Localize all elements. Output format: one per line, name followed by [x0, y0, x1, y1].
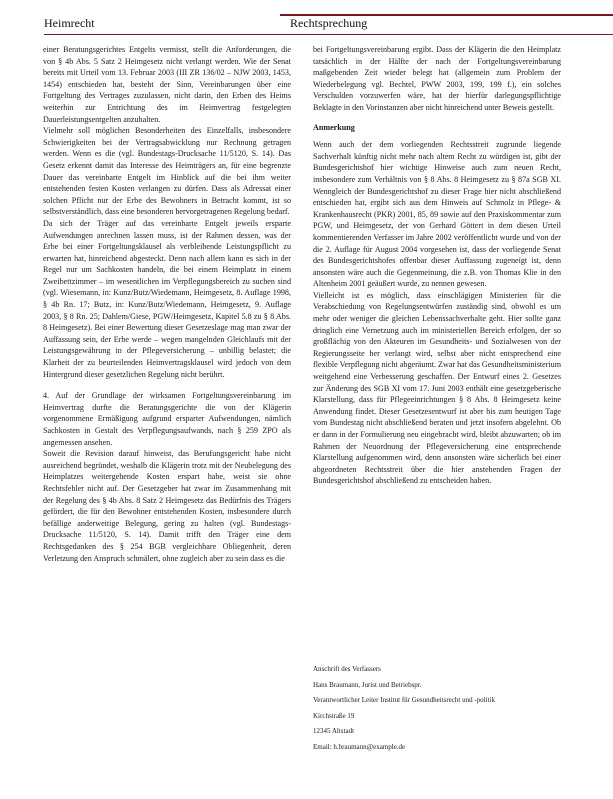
running-head-right: Rechtsprechung — [290, 16, 368, 30]
running-head-left: Heimrecht — [44, 16, 95, 30]
paragraph: Wenn auch der dem vorliegenden Rechtsstreit zugrunde liegende Sachverhalt künftig nicht mehr nach altem Recht zu würdigen ist, gibt der Bundesgerichtshof hier wichtige Hinweise auch zum neuen Recht, insbesondere zum Verhältnis von § 8 Abs. 8 Heimgesetz zu § 87a SGB XI. Wenngleich der Bundesgerichtshof zu dieser Frage hier nicht abschließend entschieden hat, ergibt sich aus dem Hinweis auf Schmolz in Pflege- & Krankenhausrecht (PKR) 2001, 85, 89 sowie auf den Praxiskommentar zum PGW, und Heimgesetz, der von Gerhard Göttert in dem diesen Urteil kommentierenden Verfasser im Jahre 2002 veröffentlicht wurde und von der die 2. Auflage für August 2004 vorgesehen ist, dass der vorliegende Senat des Bundesgerichtshofes offenbar dieser Auffassung zugeneigt ist, denn ansonsten wäre auch die Gegenmeinung, die z.B. von Thomas Klie in den Altenheim 2001 geäußert wurde, zu nennen gewesen. — [313, 140, 561, 289]
address-line: Kirchstraße 19 — [313, 711, 355, 720]
address-line: Verantwortlicher Leiter Institut für Gesundheitsrecht und -politik — [313, 696, 495, 705]
address-line: 12345 Altstadt — [313, 727, 355, 736]
paragraph: Soweit die Revision darauf hinweist, das Berufungsgericht habe nicht ausreichend begründet, weshalb die Klägerin trotz mit der Neubelegung des Heimplatzes weitergehende Kosten erspart habe, weist sie ohne Rechtsfehler nicht auf. Der Gesetzgeber hat zwar im Zusammenhang mit der Regelung des § 4b Abs. 8 Satz 2 Heimgesetz das Bedürfnis des Trägers gefördert, die für den Bewohner entstehenden Kosten, insbesondere durch befällige anderweitige Belegung, gering zu halten (vgl. Bundestags-Drucksache 11/5120, S. 14). Damit trifft den Träger eine dem Rechtsgedanken des § 254 BGB vergleichbare Obliegenheit, deren Verletzung den Anspruch schmälert, ohne zugleich aber zu sein dass es die — [43, 449, 291, 563]
page-header — [0, 14, 613, 36]
paragraph: 4. Auf der Grundlage der wirksamen Fortgeltungsvereinbarung im Heimvertrag durfte die Beratungsgerichte die von der Klägerin vorgenommene Ermäßigung aufgrund ersparter Aufwendungen, nämlich Sachkosten in Gestalt des Verpflegungsaufwands, nach § 259 ZPO als angemessen ansehen. — [43, 391, 291, 447]
paragraph: bei Fortgeltungsvereinbarung ergibt. Dass der Klägerin die den Heimplatz tatsächlich in der Hälfte der nach der Fortgeltungsvereinbarung maßgebenden Zeit wieder belegt hat (allgemein zum Problem der Wiederbelegung vgl. Bechtel, PWW 2003, 199, 199 f.), ein solches Verschulden vorzuwerfen wäre, hat der hierfür darlegungspflichtige Beklagte in den Vorinstanzen aber nicht hinreichend unter Beweis gestellt. — [313, 45, 561, 112]
author-address — [313, 658, 573, 759]
address-line: Hans Braumann, Jurist und Betriebspr. — [313, 680, 422, 689]
paragraph: einer Beratungsgerichtes Entgelts vermisst, stellt die Anforderungen, die von § 4b Abs. 5 Satz 2 Heimgesetz nicht verlangt werden. Wie der Senat bereits mit Urteil vom 13. Februar 2003 (III ZR 136/02 – NJW 2003, 1453, 1454) entschieden hat, besteht der Sinn, Vereinbarungen über eine Fortgeltung des Vertrages zuzulassen, nicht darin, den Erben des Heims weiterhin zur Entrichtung des im Heimvertrag festgelegten Dauerleistungsentgelten anzuhalten. — [43, 45, 291, 124]
paragraph: Da sich der Träger auf das vereinbarte Entgelt jeweils ersparte Aufwendungen anrechnen lassen muss, ist der Rahmen dessen, was der Erbe bei einer Fortgeltungsklausel als verbleibende Leistungspflicht zu erwarten hat, hinreichend abgesteckt. Denn nach allem kann es sich in der Regel nur um Sachkosten handeln, die bei einem Heimplatz in einem Zweibettzimmer – im wesentlichen im Verpflegungsbereich zu suchen sind (vgl. Wiesemann, in: Kunz/Butz/Wiedemann, Heimgesetz, 8. Auflage 1998, § 4b Rn. 17; Butz, in: Kunz/Butz/Wiedemann, Heimgesetz, 9. Auflage 2003, § 8 Rn. 25; Dahlem/Giese, PGW/Heimgesetz, Kapitel 5.8 zu § 8 Abs. 8 Heimgesetz). Bei einer Bewertung dieser Gesetzeslage mag man zwar der Auffassung sein, der Erbe werde – wegen mangelnden Gleichlaufs mit der Leistungsgewährung in der Pflegeversicherung – unbillig belastet; die Klarheit der zu beurteilenden Heimvertragsklausel wird jedoch von dem Hintergrund dieser gesetzlichen Regelung nicht berührt. — [43, 218, 291, 379]
paragraph: Vielmehr soll möglichen Besonderheiten des Einzelfalls, insbesondere Schwierigkeiten bei der Vertragsabwicklung nur Rechnung getragen werden. Wenn es die (vgl. Bundestags-Drucksache 11/5120, S. 14). Das Gesetz erkennt damit das Interesse des Heimträgers an, für eine begrenzte Dauer das vereinbarte Entgelt im Hinblick auf die bei ihm weiter entstehenden festen Kosten verlangen zu dürfen. Dass als Adressat einer solchen Pflicht nur der Erbe des Bewohners in Betracht kommt, ist so selbstverständlich, dass eine besonderen hervorgetragenen Regelung bedarf. — [43, 126, 291, 217]
left-column — [43, 44, 291, 564]
address-title: Anschrift des Verfassers — [313, 665, 381, 673]
paragraph: Vielleicht ist es möglich, dass einschlägigen Ministerien für die Verabschiedung von Regelungsentwürfen zuständig sind, obwohl es um mehr oder weniger die gleichen Lebenssachverhalte geht. Hier sollte ganz dringlich eine Vernetzung auch im ministeriellen Bereich erfolgen, der so großflächig von den Akteuren im Gesundheits- und Sozialwesen von der Regierungsseite her verlangt wird, selbst aber nicht entsprechend eine flexible Verpflegung nicht abgeräumt. Zwar hat das Gesundheitsministerium weitgehend eine Verbesserung geschaffen. Der Entwurf eines 2. Gesetzes zur Änderung des SGB XI vom 17. Juni 2003 enthält eine gesetzgeberische Klarstellung, dass für Pflegeeinrichtungen § 8 Abs. 8 Heimgesetz keine Anwendung findet. Dieser Gesetzesentwurf ist aber bis zum heutigen Tage vom Bundestag nicht abschließend beraten und jetzt insofern abgelehnt. Ob er dann in der Formulierung neu eingebracht wird, bleibt abzuwarten; ob im Rahmen der Neuordnung der Pflegeversicherung eine entsprechende Klarstellung aufgenommen wird, denn ansonsten wäre sicherlich bei einer abgeordneten Rechtsstreit über die hier anstehenden Fragen der Bundesgerichtshof abschließend zu entscheiden haben. — [313, 290, 561, 486]
right-column — [313, 44, 561, 487]
address-line: Email: h.braumann@example.de — [313, 742, 406, 751]
header-rule — [44, 34, 613, 35]
section-heading: Anmerkung — [313, 122, 355, 132]
